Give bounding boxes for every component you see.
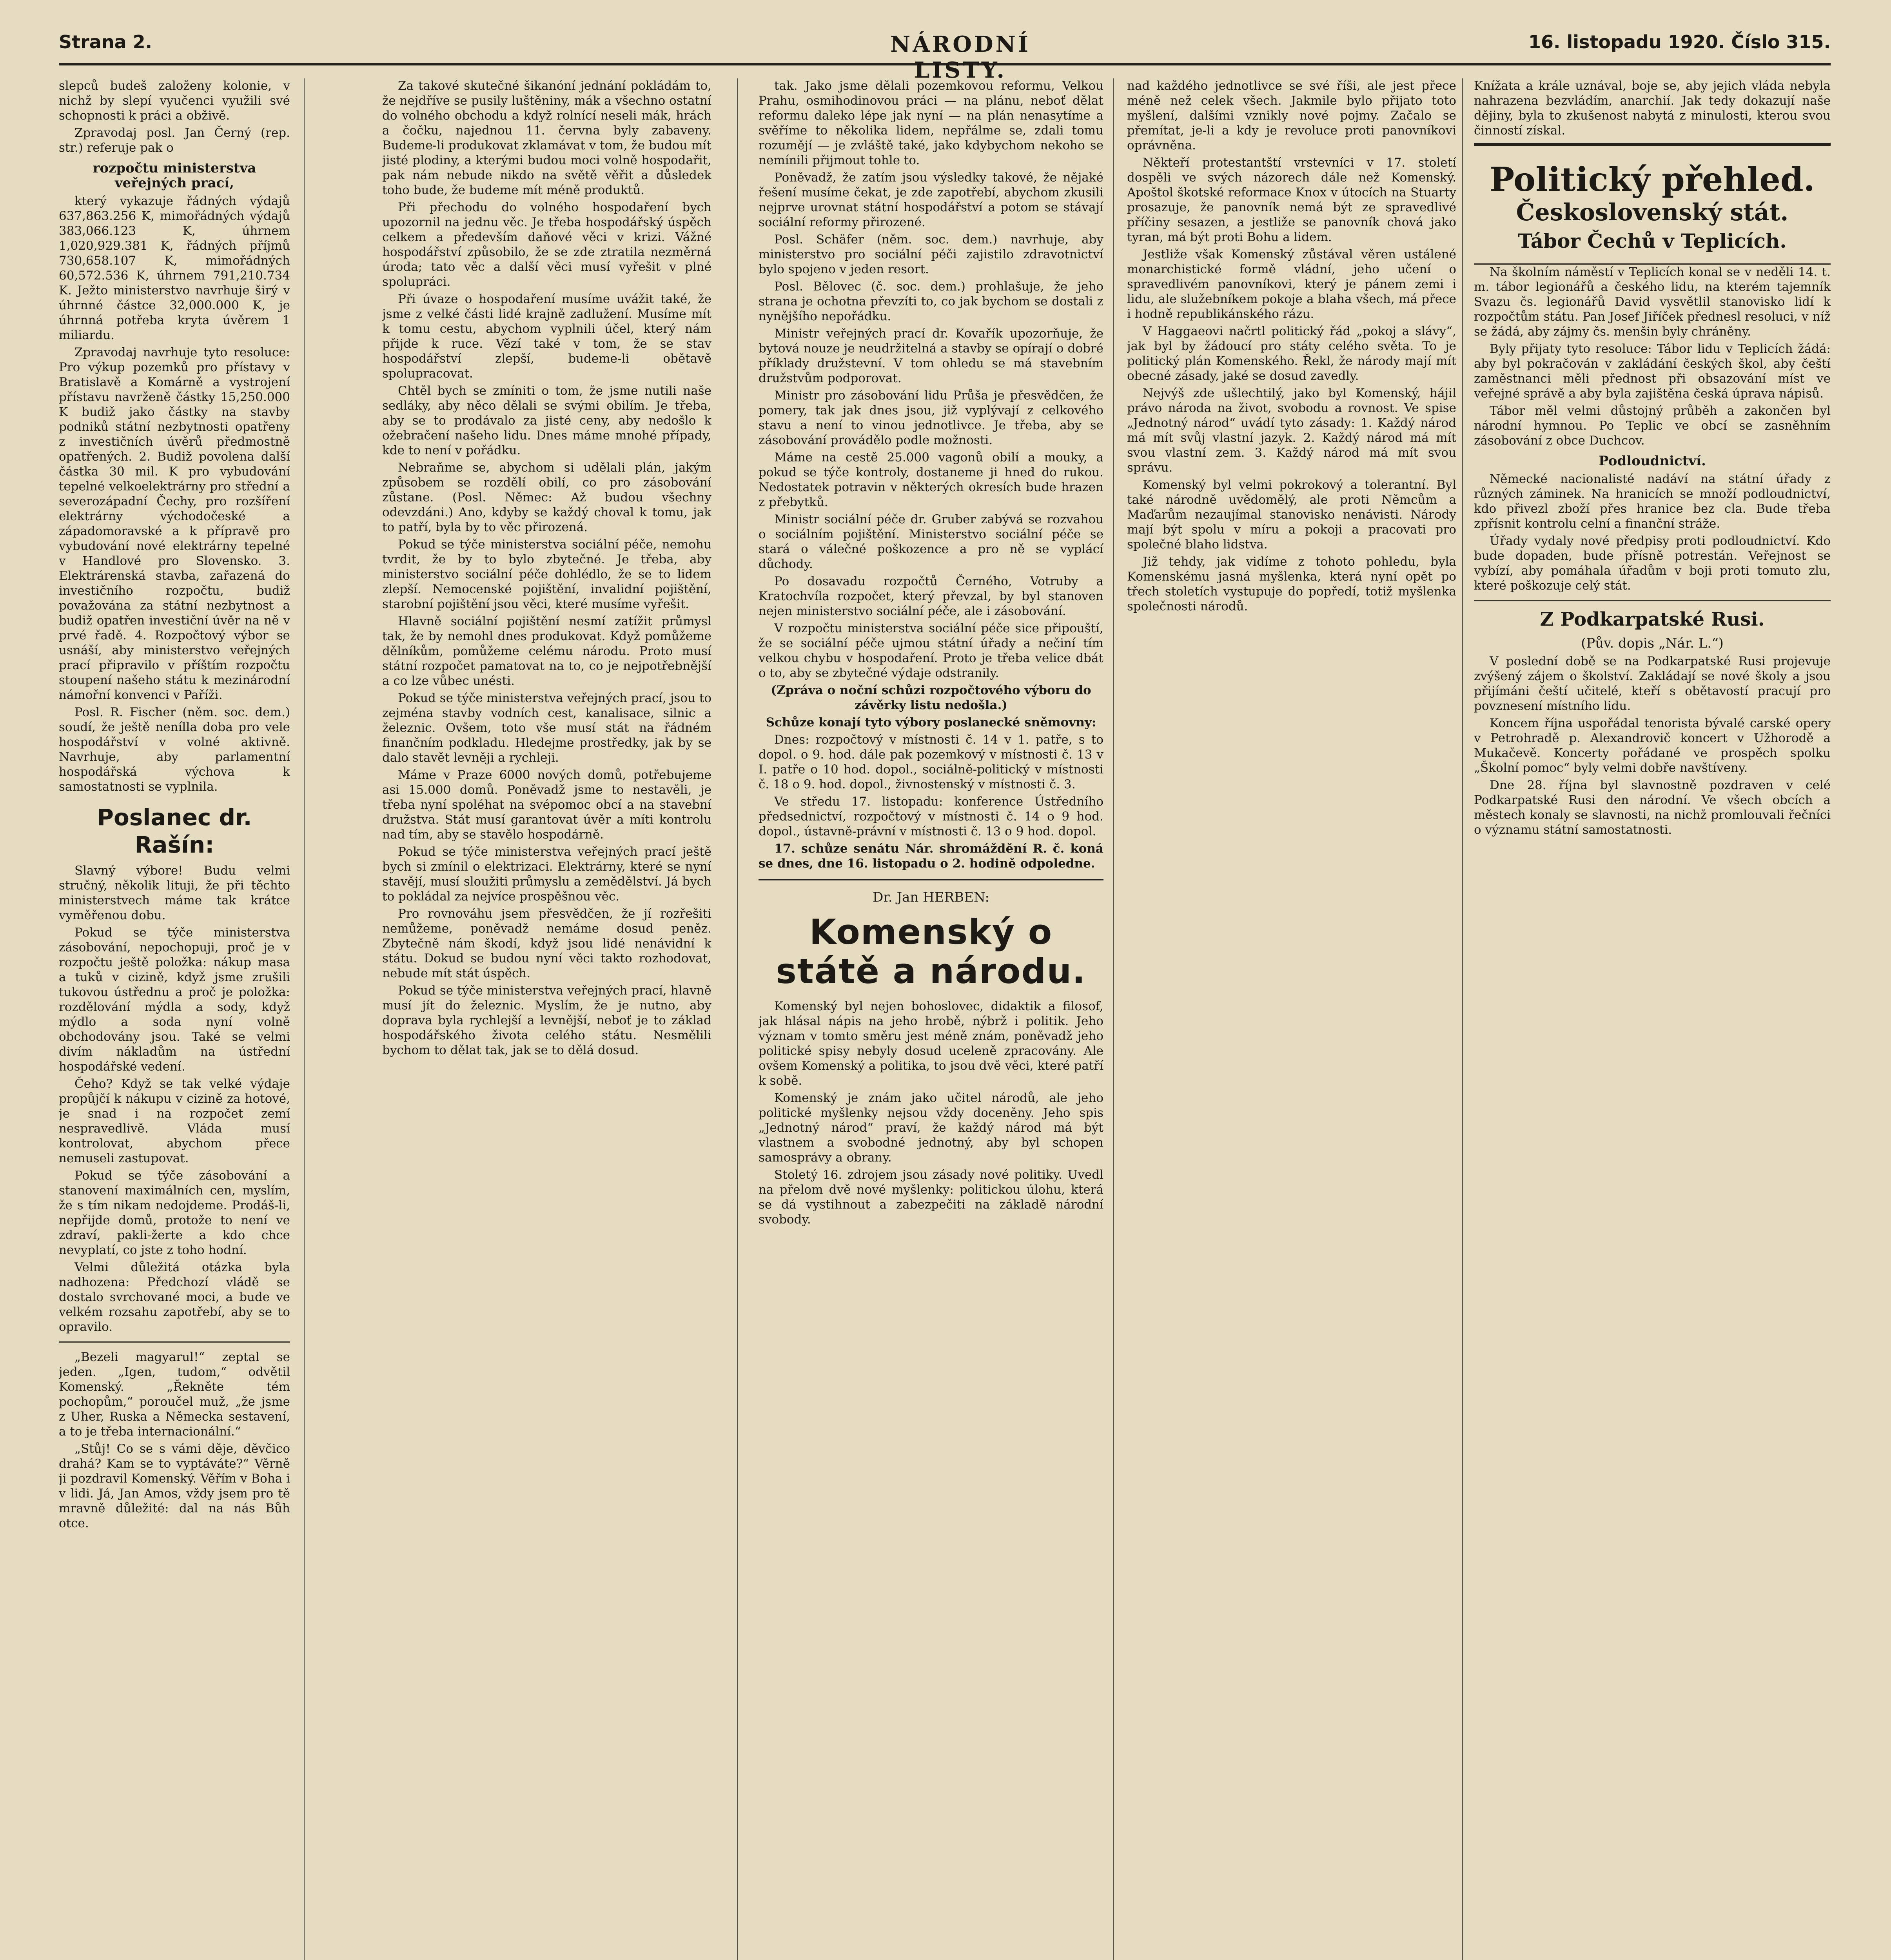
paragraph: Velmi důležitá otázka byla nadhozena: Předchozí vládě se dostalo svrchované moci, a bude ve velkém rozsahu zapotřebí, aby se to opravilo.	[59, 1260, 290, 1334]
article-source: (Pův. dopis „Nár. L.“)	[1581, 635, 1724, 651]
column-divider	[1113, 78, 1114, 1960]
paragraph: Pro rovnováhu jsem přesvědčen, že jí rozřešiti nemůžeme, poněvadž nemáme dosud peněz. Zbytečně nám škodí, když jsou lidé nenávidní k státu. Dokud se budou nyní věci takto rozhodovat, nebude mít stát úspěch.	[382, 907, 711, 980]
article-title: Komenský o státě a národu.	[776, 912, 1086, 991]
column-1	[59, 78, 290, 1960]
notice: (Zpráva o noční schůzi rozpočtového výboru do závěrky listu nedošla.)	[771, 683, 1091, 712]
paragraph: Pokud se týče ministerstva veřejných prací, hlavně musí jít do železnic. Myslím, že je nutno, aby doprava byla rychlejší a levnější, neboť je to základ hospodářského života celého státu. Nesmělili bychom to dělat tak, jak se to dělá dosud.	[382, 984, 711, 1057]
paragraph: Zpravodaj navrhuje tyto resoluce: Pro výkup pozemků pro přístavy v Bratislavě a Komárně a vystrojení přístavu navrženě částky 15,250.000 K budiž jako částky na stavby podniků státní nezbytnosti opatřeny z investičních úvěrů předmostně opatřených. 2. Budiž povolena další částka 30 mil. K pro vybudování tepelné velkoelektrárny pro střední a severozápadní Čechy, pro rozšíření elektrárny východočeské a západomoravské a k přípravě pro vybudování nové elektrárny tepelné v Handlové pro Slovensko. 3. Elektrárenská stavba, zařazená do investičního rozpočtu, budiž považována za státní nezbytnost a budiž opatřen investiční úvěr na ně v prvé řadě. 4. Rozpočtový výbor se usnáší, aby ministerstvo veřejných prací připravilo v příštím rozpočtu stoupení našeho státu k mezinárodní námořní konvenci v Paříži.	[59, 345, 290, 702]
paragraph: „Stůj! Co se s vámi děje, děvčico drahá? Kam se to vyptáváte?“ Věrně ji pozdravil Komenský. Věřím v Boha i v lidi. Já, Jan Amos, vždy jsem pro tě mravně důležité: dal na nás Bůh otce.	[59, 1442, 290, 1530]
paragraph: Posl. Schäfer (něm. soc. dem.) navrhuje, aby ministerstvo pro sociální péči zajistilo zdravotnictví bylo spojeno v jeden resort.	[759, 232, 1103, 276]
paragraph: Za takové skutečné šikanóní jednání pokládám to, že nejdříve se pusily luštěniny, mák a všechno ostatní do volného obchodu a když rolnící neseli mák, hrách a čočku, najednou 11. června byly zabaveny. Budeme-li produkovat zklamávat v tom, že budou mít jisté plodiny, a kterými budou moci volně hospodařit, pak nám nebude nikdo na světě věřit a důsledek toho bude, že budeme mít méně produktů.	[382, 79, 711, 197]
page-header	[59, 24, 1831, 83]
paragraph: 17. schůze senátu Nár. shromáždění R. č. koná se dnes, dne 16. listopadu o 2. hodině odpoledne.	[759, 842, 1103, 871]
political-overview-box	[1474, 143, 1831, 265]
article-author: Dr. Jan HERBEN:	[873, 889, 989, 905]
paragraph: V poslední době se na Podkarpatské Rusi projevuje zvýšený zájem o školství. Zakládají se nové školy a jsou přijímáni čeští učitelé, kteří s obětavostí pracují pro povznesení místního lidu.	[1474, 654, 1831, 713]
issue-date: 16. listopadu 1920. Číslo 315.	[1528, 31, 1831, 53]
paragraph: Máme v Praze 6000 nových domů, potřebujeme asi 15.000 domů. Poněvadž jsme to nestavěli, je třeba nyní spoléhat na svépomoc obcí a na stavební družstva. Stát musí garantovat úvěr a míti kontrolu nad tím, aby se stavělo hospodárně.	[382, 768, 711, 842]
paragraph: Ve středu 17. listopadu: konference Ústředního předsednictví, rozpočtový v místnosti č. 14 o 9 hod. dopol., ústavně-právní v místnosti č. 13 o 9 hod. dopol.	[759, 795, 1103, 838]
section-heading: rozpočtu ministerstva veřejných prací,	[93, 160, 256, 191]
paragraph: Pokud se týče ministerstva veřejných prací ještě bych si zmínil o elektrizaci. Elektrárny, které se nyní stavějí, musí sloužiti průmyslu a zemědělství. Já bych to pokládal za nejvíce prospěšnou věc.	[382, 845, 711, 904]
paragraph: Hlavně sociální pojištění nesmí zatížit průmysl tak, že by nemohl dnes produkovat. Když pomůžeme dělníkům, pomůžeme celému národu. Proto musí státní rozpočet pamatovat na to, co je nejpotřebnější a co lze vůbec unésti.	[382, 614, 711, 688]
paragraph: Nebraňme se, abychom si udělali plán, jakým způsobem se rozdělí obilí, co pro zásobování zůstane. (Posl. Němec: Až budou všechny odevzdáni.) Ano, kdyby se každý choval k tomu, jak to patří, byla by to věc přirozená.	[382, 461, 711, 534]
column-divider	[737, 78, 738, 1960]
paragraph: Ministr pro zásobování lidu Průša je přesvědčen, že pomery, tak jak dnes jsou, již vyplývají z celkového stavu a není to vinou jednotlivce. Je třeba, aby se zásobování provádělo podle možnosti.	[759, 388, 1103, 447]
paragraph: Někteří protestantští vrstevníci v 17. století dospěli ve svých názorech dále než Komenský. Apoštol škotské reformace Knox v útocích na Stuarty prosazuje, že panovník nemá být ze spravedlivé příčiny sesazen, a jestliže se panovník chová jako tyran, má být proti Bohu a lidem.	[1127, 156, 1456, 244]
paragraph: V Haggaeovi načrtl politický řád „pokoj a slávy“, jak byl by žádoucí pro státy celého světa. To je politický plán Komenského. Řekl, že národy mají mít obecné zásady, jaké se dosud zavedly.	[1127, 324, 1456, 383]
paragraph: Po dosavadu rozpočtů Černého, Votruby a Kratochvíla rozpočet, který převzal, by byl stanoven nejen ministerstvo sociální péče, ale i zásobování.	[759, 574, 1103, 618]
article-heading: Tábor Čechů v Teplicích.	[1518, 229, 1787, 252]
paragraph: Na školním náměstí v Teplicích konal se v neděli 14. t. m. tábor legionářů a českého lidu, na kterém tajemník Svazu čs. legionářů David vysvětlil stanovisko lidí k rozpočtům státu. Pan Josef Jiříček přednesl resoluci, v níž se žádá, aby zájmy čs. menšin byly chráněny.	[1474, 265, 1831, 339]
column-5	[1474, 78, 1831, 1960]
paragraph: Jestliže však Komenský zůstával věren ustálené monarchistické formě vládní, jeho učení o spravedlivém panovníkovi, který je pánem zemi i lidu, ale služebníkem pokoje a blaha všech, má přece i hodně republikánského rázu.	[1127, 247, 1456, 321]
paragraph: Ministr sociální péče dr. Gruber zabývá se rozvahou o sociálním pojištění. Ministerstvo sociální péče se stará o válečné poškozence a pro ně se vyplácí důchody.	[759, 512, 1103, 571]
column-4	[1127, 78, 1456, 1960]
paragraph: Knížata a krále uznával, boje se, aby jejich vláda nebyla nahrazena bezvládím, anarchií. Jak tedy dokazují naše dějiny, byla to zkušenost nabytá z minulosti, kterou svou činností získal.	[1474, 79, 1831, 138]
paragraph: Komenský je znám jako učitel národů, ale jeho politické myšlenky nejsou vždy doceněny. Jeho spis „Jednotný národ“ praví, že každý národ má být vlastnem a svobodné jednotný, aby byl schopen samosprávy a obrany.	[759, 1091, 1103, 1165]
column-divider	[304, 78, 305, 1960]
paragraph: Při úvaze o hospodaření musíme uvážit také, že jsme z velké části lidé krajně zadlužení. Musíme mít k tomu cestu, abychom vyplnili účel, který nám přijde k ruce. Vězí také v tom, že se stav hospodářství zlepší, budeme-li obětavě spolupracovat.	[382, 292, 711, 381]
paragraph: Tábor měl velmi důstojný průběh a zakončen byl národní hymnou. Po Teplic ve obcí se zasněhním zásobování z obce Duchcov.	[1474, 404, 1831, 448]
paragraph: Dnes: rozpočtový v místnosti č. 14 v 1. patře, s to dopol. o 9. hod. dále pak pozemkový v místnosti č. 13 v I. patře o 10 hod. dopol., sociálně-politický v místnosti č. 18 o 9. hod. dopol., živnostenský v místnosti č. 3.	[759, 733, 1103, 791]
column-3	[759, 78, 1103, 1960]
paragraph: Byly přijaty tyto resoluce: Tábor lidu v Teplicích žádá: aby byl pokračován v zakládání českých škol, aby čeští zaměstnanci měli přednost při obsazování míst ve veřejné správě a aby byla zajištěna česká úprava nápisů.	[1474, 342, 1831, 401]
paragraph: Komenský byl nejen bohoslovec, didaktik a filosof, jak hlásal nápis na jeho hrobě, nýbrž i politik. Jeho význam v tomto směru jest méně znám, poněvadž jeho politické spisy nebyly dosud uceleně zpracovány. Ale ovšem Komenský a politika, to jsou dvě věci, které patří k sobě.	[759, 999, 1103, 1088]
paragraph: Máme na cestě 25.000 vagonů obilí a mouky, a pokud se týče kontroly, dostaneme ji hned do rukou. Nedostatek potravin v některých okresích bude hrazen z přebytků.	[759, 450, 1103, 509]
paragraph: Poněvadž, že zatím jsou výsledky takové, že nějaké řešení musíme čekat, je zde zapotřebí, abychom zkusili nejprve urovnat státní hospodářství a potom se stávají sociální reformy přirozené.	[759, 171, 1103, 229]
paragraph: Nejvýš zde ušlechtilý, jako byl Komenský, hájil právo národa na život, svobodu a rovnost. Ve spise „Jednotný národ“ uvádí tyto zásady: 1. Každý národ má mít svůj vlastní jazyk. 2. Každý národ má mít svou vlastní zem. 3. Každý národ má mít svou správu.	[1127, 386, 1456, 475]
paragraph: slepců budeš založeny kolonie, v nichž by slepí vyučenci využili své schopnosti k práci a obživě.	[59, 79, 290, 123]
column-divider	[1462, 78, 1463, 1960]
paragraph: Pokud se týče ministerstva veřejných prací, jsou to zejména stavby vodních cest, kanalisace, silnic a železnic. Ovšem, toto vše musí stát na řádném finančním podkladu. Hledejme prostředky, jak by se dalo stavět levněji a rychleji.	[382, 691, 711, 765]
paragraph: Posl. Bělovec (č. soc. dem.) prohlašuje, že jeho strana je ochotna převzíti to, co jak bychom se dostali z nynějšího nepořádku.	[759, 279, 1103, 323]
paragraph: Pokud se týče ministerstva sociální péče, nemohu tvrdit, že by to bylo zbytečné. Je třeba, aby ministerstvo sociální péče dohlédlo, že se to lidem zlepší. Nemocenské pojištění, invalidní pojištění, starobní pojištění jsou věci, které musíme vyřešit.	[382, 537, 711, 611]
section-title	[1474, 161, 1831, 227]
divider	[759, 879, 1103, 880]
paragraph: Posl. R. Fischer (něm. soc. dem.) soudí, že ještě nenílla doba pro vele hospodářství v volné aktivně. Navrhuje, aby parlamentní hospodářská výchova k samostatnosti se vyplnila.	[59, 705, 290, 794]
paragraph: Německé nacionalisté nadáví na státní úřady z různých záminek. Na hranicích se množí podloudnictví, kdo přivezl zboží přes hranice bez cla. Bude třeba zpřísnit kontrolu celní a finanční stráže.	[1474, 472, 1831, 531]
paragraph: nad každého jednotlivce se své říši, ale jest přece méně než celek všech. Jakmile bylo přijato toto myšlení, dalšími vznikly nové pojmy. Začalo se přemítat, je-li a kdy je revoluce proti panovníkovi oprávněna.	[1127, 79, 1456, 152]
paragraph: Slavný výbore! Budu velmi stručný, několik lituji, že při těchto ministerstvech máme tak krátce vyměřenou dobu.	[59, 864, 290, 922]
paragraph: Již tehdy, jak vidíme z tohoto pohledu, byla Komenskému jasná myšlenka, která nyní opět po třech stoletích vystupuje do popředí, totiž myšlenka společnosti národů.	[1127, 555, 1456, 613]
paragraph: V rozpočtu ministerstva sociální péče sice připouští, že se sociální péče ujmou státní úřady a nečiní tím velkou chybu v hospodaření. Proto je třeba velice dbát o to, aby se zbytečné výdaje odstranily.	[759, 621, 1103, 680]
paragraph: Při přechodu do volného hospodaření bych upozornil na jednu věc. Je třeba hospodářský úspěch celkem a především daňové věci v krizi. Vážné hospodářství způsobilo, že se zde ztratila nezměrná úroda; tato věc a další věci musí vyřešit v plné spolupráci.	[382, 200, 711, 289]
column-2	[382, 78, 711, 1960]
paragraph: Pokud se týče ministerstva zásobování, nepochopuji, proč je v rozpočtu ještě položka: nákup masa a tuků v cizině, když jsme zrušili tukovou ústřednu a proč je položka: rozdělování mýdla a sody, když mýdlo a soda nyní volně obchodovány jsou. Také se velmi divím nákladům na ústřední hospodářské vedení.	[59, 926, 290, 1074]
paragraph: Úřady vydaly nové předpisy proti podloudnictví. Kdo bude dopaden, bude přísně potrestán. Veřejnost se vybízí, aby pomáhala úřadům v boji proti tomuto zlu, které poškozuje celý stát.	[1474, 534, 1831, 593]
article-heading: Podloudnictví.	[1599, 453, 1706, 469]
paragraph: Ministr veřejných prací dr. Kovařík upozorňuje, že bytová nouze je neudržitelná a stavby se opírají o dobré příklady družstevní. V tom ohledu se má stavebním družstvům podporovat.	[759, 327, 1103, 385]
paragraph: Dne 28. října byl slavnostně pozdraven v celé Podkarpatské Rusi den národní. Ve všech obcích a městech konaly se slavnosti, na nichž promlouvali řečníci o významu státní samostatnosti.	[1474, 778, 1831, 837]
paragraph: Chtěl bych se zmíniti o tom, že jsme nutili naše sedláky, aby něco dělali se svými obilím. Je třeba, aby se to prodávalo za jisté ceny, aby nedošlo k ožebračení našeho lidu. Dnes máme mnohé případy, kde to není v pořádku.	[382, 384, 711, 457]
page-number: Strana 2.	[59, 31, 152, 53]
speaker-heading: Poslanec dr. Rašín:	[97, 804, 252, 858]
paragraph: Koncem října uspořádal tenorista bývalé carské opery v Petrohradě p. Alexandrovič koncert v Užhorodě a Mukačevě. Koncerty pořádané ve prospěch spolku „Školní pomoc“ byly velmi dobře navštíveny.	[1474, 716, 1831, 775]
article-heading: Z Podkarpatské Rusi.	[1540, 608, 1765, 630]
section-title-main: Politický přehled.	[1490, 160, 1815, 199]
paragraph: „Bezeli magyarul!“ zeptal se jeden. „Igen, tudom,“ odvětil Komenský. „Řekněte tém pochopům,“ poroučel muž, „že jsme z Uher, Ruska a Německa sestavení, a to je třeba internacionální.“	[59, 1350, 290, 1439]
paragraph: který vykazuje řádných výdajů 637,863.256 K, mimořádných výdajů 383,066.123 K, úhrnem 1,020,929.381 K, řádných příjmů 730,658.107 K, mimořádných 60,572.536 K, úhrnem 791,210.734 K. Ježto ministerstvo navrhuje širý v úhrnné částce 32,000.000 K, je úhrnná potřeba kryta úvěrem 1 miliardu.	[59, 194, 290, 342]
paragraph: Pokud se týče zásobování a stanovení maximálních cen, myslím, že s tím nikam nedojdeme. Prodáš-li, nepřijde domů, protože to není ve zdraví, pakli-žerte a kdo chce nevyplatí, co jste z toho hodní.	[59, 1169, 290, 1257]
section-title-sub: Československý stát.	[1516, 199, 1789, 226]
divider	[1474, 600, 1831, 601]
paragraph: Komenský byl velmi pokrokový a tolerantní. Byl také národně uvědomělý, ale proti Němcům a Maďarům nezaujímal stanovisko nenávisti. Národy mají být spolu v míru a pokoji a pracovati pro společné blaho lidstva.	[1127, 478, 1456, 552]
divider	[59, 1341, 290, 1343]
notice: Schůze konají tyto výbory poslanecké sněmovny:	[766, 715, 1096, 730]
paragraph: Čeho? Když se tak velké výdaje propůjčí k nákupu v cizině za hotové, je snad i na rozpočet zemí nespravedlivě. Vláda musí kontrolovat, abychom přece nemuseli zastupovat.	[59, 1077, 290, 1165]
masthead: NÁRODNÍ LISTY.	[890, 31, 1031, 83]
paragraph: Zpravodaj posl. Jan Černý (rep. str.) referuje pak o	[59, 126, 290, 155]
paragraph: tak. Jako jsme dělali pozemkovou reformu, Velkou Prahu, osmihodinovou práci — na plánu, neboť dělat reformu daleko lépe jak nyní — na plán nenasytíme a svěříme to několika lidem, nepřálme se, zdali tomu rozumějí — je zvláště také, jako kdybychom nekoho se nemínili přijmout tohle to.	[759, 79, 1103, 167]
paragraph: Stoletý 16. zdrojem jsou zásady nové politiky. Uvedl na přelom dvě nové myšlenky: politickou úlohu, která se dá vystihnout a zabezpečiti na základě národní svobody.	[759, 1168, 1103, 1227]
